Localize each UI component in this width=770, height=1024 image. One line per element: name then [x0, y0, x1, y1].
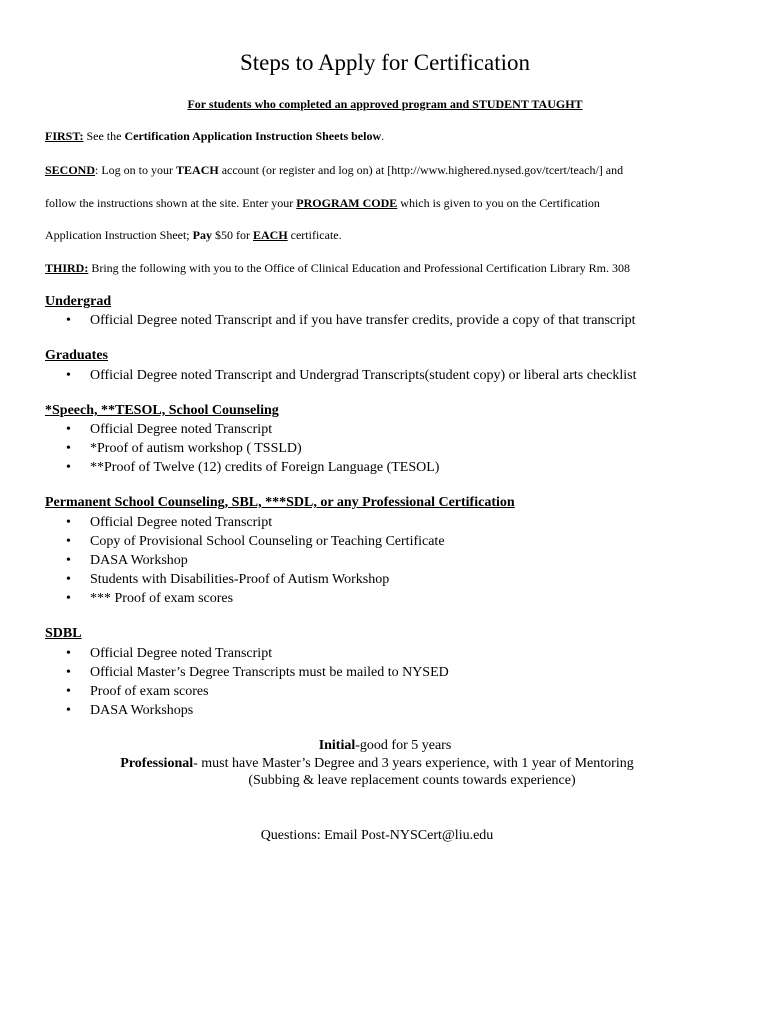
step-third: [45, 260, 735, 276]
list-item: • Students with Disabilities-Proof of Autism Workshop: [66, 570, 445, 589]
list-speech-tesol: [66, 420, 439, 477]
step-first-bold: Certification Application Instruction Sheets below: [124, 129, 382, 143]
page-title: Steps to Apply for Certification: [239, 50, 530, 75]
professional-note: [0, 755, 762, 773]
initial-note: [0, 737, 770, 755]
step-second-line3: [45, 227, 735, 243]
step-second-label: SECOND: [45, 163, 96, 177]
questions-contact: Questions: Email Post-NYSCert@liu.edu: [260, 828, 494, 843]
line2-b: which is given to you on the Certification: [397, 196, 600, 210]
section-heading-undergrad: Undergrad: [45, 294, 112, 309]
list-item: • Copy of Provisional School Counseling or Teaching Certificate: [66, 532, 445, 551]
each-word: EACH: [252, 228, 288, 242]
teach-word: TEACH: [176, 163, 219, 177]
section-heading-permanent: Permanent School Counseling, SBL, ***SDL, or any Professional Certification: [45, 495, 515, 510]
pay-word: Pay: [192, 228, 212, 242]
list-item: • Official Degree noted Transcript and if you have transfer credits, provide a copy of that transcript: [66, 311, 636, 330]
list-item: • Official Degree noted Transcript: [66, 420, 439, 439]
list-item: • Official Master’s Degree Transcripts must be mailed to NYSED: [66, 663, 449, 682]
list-item: • Official Degree noted Transcript and Undergrad Transcripts(student copy) or liberal arts checklist: [66, 366, 637, 385]
list-item: • **Proof of Twelve (12) credits of Foreign Language (TESOL): [66, 458, 439, 477]
line3-b: $50 for: [211, 228, 253, 242]
list-item: • Proof of exam scores: [66, 682, 449, 701]
step-third-label: THIRD:: [45, 261, 89, 275]
step-first: [45, 128, 735, 144]
list-item: • DASA Workshop: [66, 551, 445, 570]
list-graduates: [66, 366, 637, 385]
professional-label: Professional: [120, 756, 194, 771]
step-second-text1: : Log on to your: [95, 163, 177, 177]
list-item: • Official Degree noted Transcript: [66, 513, 445, 532]
step-first-end: .: [381, 129, 385, 143]
step-second-text2: account (or register and log on) at [http://www.highered.nysed.gov/tcert/teach/] and: [218, 163, 624, 177]
section-heading-sdbl: SDBL: [45, 626, 82, 641]
list-item: • Official Degree noted Transcript: [66, 644, 449, 663]
line3-c: certificate.: [287, 228, 342, 242]
list-item: • DASA Workshops: [66, 701, 449, 720]
step-first-text: See the: [83, 129, 125, 143]
list-item: • *** Proof of exam scores: [66, 589, 445, 608]
subbing-note: (Subbing & leave replacement counts towards experience): [248, 773, 576, 788]
step-first-label: FIRST:: [45, 129, 84, 143]
step-second-line1: [45, 162, 735, 178]
list-undergrad: [66, 311, 636, 330]
program-code: PROGRAM CODE: [296, 196, 398, 210]
list-sdbl: [66, 644, 449, 720]
step-second-line2: [45, 195, 735, 211]
page-subtitle: For students who completed an approved program and STUDENT TAUGHT: [187, 97, 583, 111]
line3-a: Application Instruction Sheet;: [45, 228, 193, 242]
step-third-text: Bring the following with you to the Office of Clinical Education and Professional Certification Library Rm. 308: [88, 261, 631, 275]
professional-text: - must have Master’s Degree and 3 years experience, with 1 year of Mentoring: [193, 756, 634, 771]
list-permanent: [66, 513, 445, 608]
section-heading-graduates: Graduates: [45, 348, 108, 363]
list-item: • *Proof of autism workshop ( TSSLD): [66, 439, 439, 458]
section-heading-speech-tesol: *Speech, **TESOL, School Counseling: [45, 403, 279, 418]
initial-text: -good for 5 years: [355, 738, 452, 753]
initial-label: Initial: [318, 738, 356, 753]
line2-a: follow the instructions shown at the site. Enter your: [45, 196, 297, 210]
